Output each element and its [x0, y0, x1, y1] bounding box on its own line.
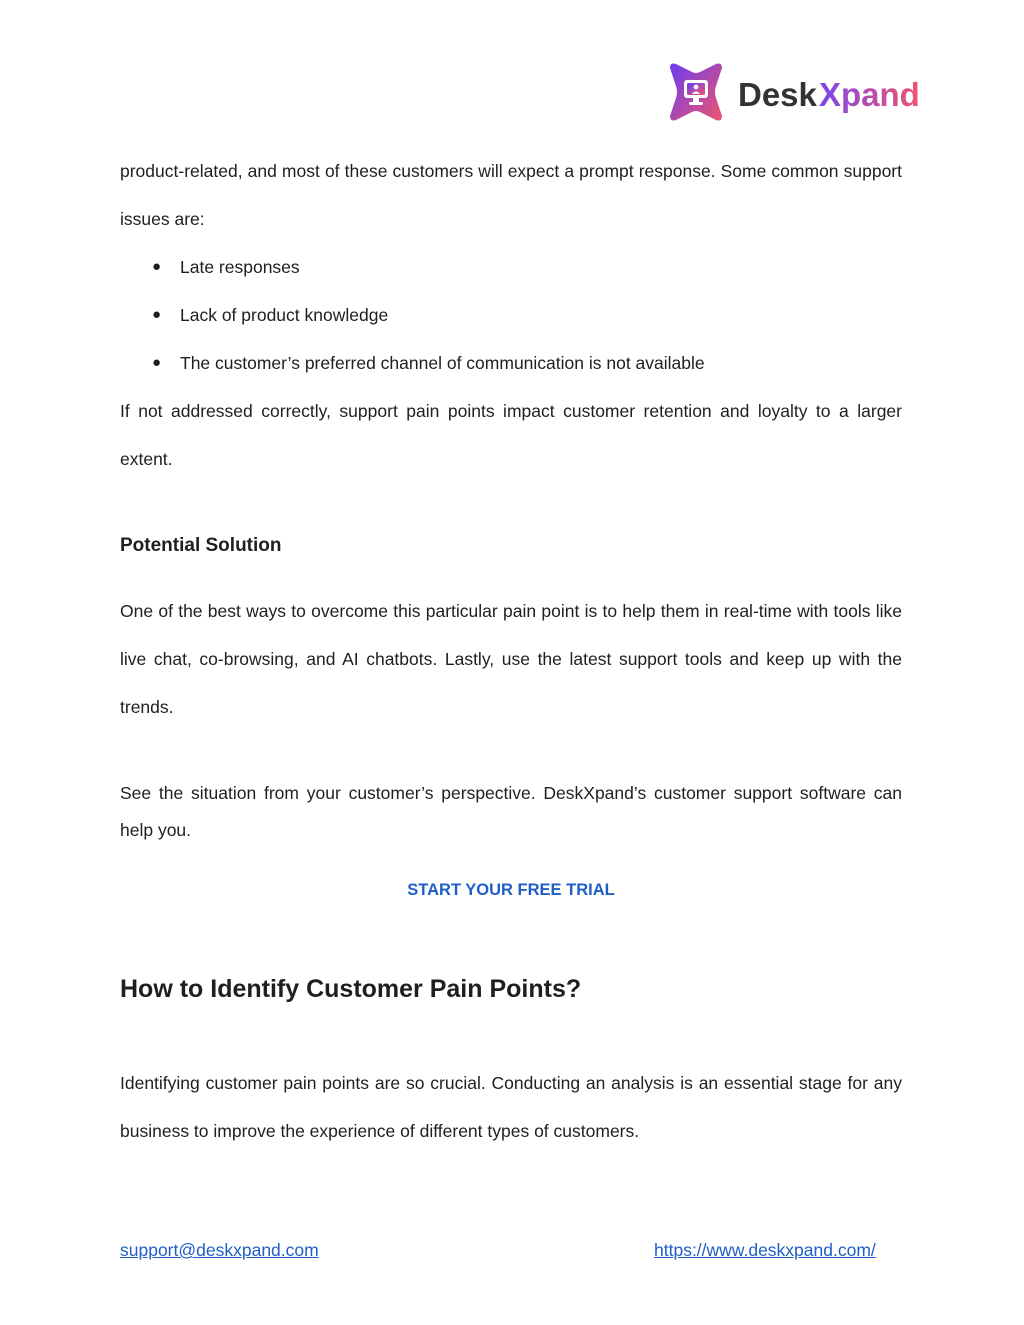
identify-paragraph: Identifying customer pain points are so crucial. Conducting an analysis is an essential stage for any business to improve the experience of different types of customers.: [120, 1073, 902, 1141]
cta-block: [120, 878, 902, 902]
perspective-paragraph: See the situation from your customer’s perspective. DeskXpand’s customer support software can help you.: [120, 783, 902, 840]
identify-heading-block: [120, 972, 902, 1006]
solution-body: [120, 587, 902, 731]
list-item: ● Late responses: [120, 243, 902, 291]
support-issues-list: [120, 243, 902, 387]
list-item: ● The customer’s preferred channel of communication is not available: [120, 339, 902, 387]
identify-body: [120, 1059, 902, 1155]
website-link[interactable]: https://www.deskxpand.com/: [654, 1240, 876, 1260]
start-free-trial-link[interactable]: START YOUR FREE TRIAL: [407, 881, 615, 899]
bullet-icon: ●: [152, 354, 162, 371]
intro-section: [120, 147, 902, 483]
closing-paragraph: If not addressed correctly, support pain points impact customer retention and loyalty to a larger extent.: [120, 401, 902, 469]
solution-paragraph: One of the best ways to overcome this particular pain point is to help them in real-time with tools like live chat, co-browsing, and AI chatbots. Lastly, use the latest support tools and keep up with the trends.: [120, 601, 902, 717]
identify-heading: How to Identify Customer Pain Points?: [120, 975, 582, 1003]
support-email-link[interactable]: support@deskxpand.com: [120, 1240, 319, 1260]
list-item: ● Lack of product knowledge: [120, 291, 902, 339]
bullet-icon: ●: [152, 258, 162, 275]
svg-text:Xpand: Xpand: [819, 76, 920, 113]
svg-text:Desk: Desk: [738, 76, 817, 113]
solution-heading: Potential Solution: [120, 535, 282, 556]
solution-section: [120, 531, 902, 561]
monitor-user-icon: [670, 64, 722, 121]
deskxpand-logo: [664, 60, 944, 130]
bullet-icon: ●: [152, 306, 162, 323]
perspective-block: [120, 775, 902, 849]
intro-paragraph: product-related, and most of these customers will expect a prompt response. Some common support issues are:: [120, 161, 902, 229]
